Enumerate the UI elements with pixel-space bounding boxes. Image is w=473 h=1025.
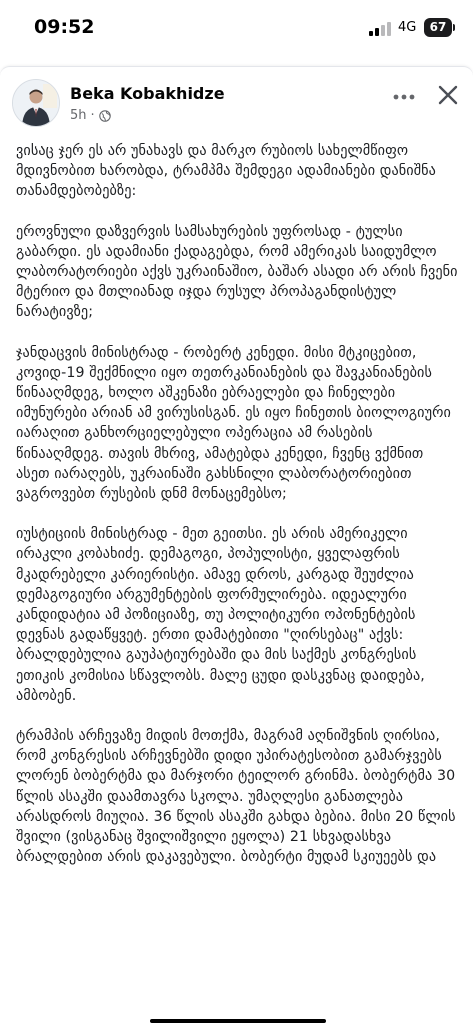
post-card bbox=[0, 66, 473, 1025]
post-paragraph: ჯანდაცვის მინისტრად - რობერტ კენედი. მისი მტკიცებით, კოვიდ-19 შექმნილი იყო თეთრკანიანების და შავკანიანების წინააღმდეგ, ხოლო აშკენაზი ებრაელები და ჩინელები იმუნურები არიან ამ ვირუსისგან. ეს იყო ჩინეთის ბიოლოგიური იარაღით განხორციელებული ოპერაცია ამ რასების წინააღმდეგ. თავის მხრივ, ამატებდა კენედი, ჩვენც ვქმნით ასეთ იარაღებს, უკრაინაში გახსნილი ლაბორატორიებით ვაგროვებთ რუსების დნმ მონაცემებსო; bbox=[16, 344, 451, 503]
meta-separator: · bbox=[90, 108, 95, 123]
battery-tip bbox=[453, 24, 455, 31]
home-indicator bbox=[150, 1019, 326, 1023]
post-meta bbox=[70, 108, 111, 123]
cellular-signal-icon bbox=[369, 22, 391, 36]
post-header bbox=[0, 67, 473, 129]
close-icon[interactable] bbox=[434, 81, 462, 109]
status-time: 09:52 bbox=[34, 16, 95, 38]
globe-icon bbox=[99, 110, 111, 122]
more-options-icon[interactable] bbox=[390, 83, 418, 111]
avatar[interactable] bbox=[12, 79, 60, 127]
battery-icon: 67 bbox=[424, 18, 452, 37]
status-bar bbox=[0, 0, 473, 60]
post-body bbox=[16, 141, 458, 888]
avatar-photo bbox=[13, 80, 59, 126]
network-type: 4G bbox=[398, 20, 417, 35]
post-paragraph: ტრამპის არჩევაზე მიდის მოთქმა, მაგრამ აღნიშვნის ღირსია, რომ კონგრესის არჩევნებში დიდი უპირატესობით გამარჯვებს ლორენ ბობერტმა და მარჯორი ტეილორ გრინმა. ბობერტმა 30 წლის ასაკში დაამთავრა სკოლა. უმაღლესი განათლება არასდროს მიუღია. 36 წლის ასაკში გახდა ბებია. მისი 20 წლის შვილი (ვისგანაც შვილიშვილი ეყოლა) 21 სხვადასხვა ბრალდებით არის დაკავებული. ბობერტი მუდამ სკიუეებს და bbox=[16, 728, 456, 866]
post-paragraph: იუსტიციის მინისტრად - მეთ გეითსი. ეს არის ამერიკელი ირაკლი კობახიძე. დემაგოგი, პოპულისტი, ყველაფრის მკადრებელი კარიერისტი. ამავე დროს, კარგად შეუძლია დემაგოგიური არგუმენტების ფორმულირება. იდეალური კანდიდატია ამ პოზიციაზე, თუ პოლიტიკური ოპონენტების დევნას გადაწყვეტ. ერთი დამატებითი "ღირსებაც" აქვს: ბრალდებულია გაუპატიურებაში და მის საქმეს კონგრესის ეთიკის კომისია სწავლობს. მალე ცუდი დასკვნაც დაიდება, ამბობენ. bbox=[16, 526, 425, 704]
post-paragraph: ვისაც ჯერ ეს არ უნახავს და მარკო რუბიოს სახელმწიფო მდივნობით ხარობდა, ტრამპმა შემდეგი ადამიანები დანიშნა თანამდებობებზე: bbox=[16, 143, 436, 200]
post-time[interactable]: 5h bbox=[70, 108, 87, 123]
author-name[interactable]: Beka Kobakhidze bbox=[70, 84, 225, 103]
post-paragraph: ეროვნული დაზვერვის სამსახურების უფროსად - ტულსი გაბარდი. ეს ადამიანი ქადაგებდა, რომ ამერიკას საიდუმლო ლაბორატორიები აქვს უკრაინაშიო, ბაშარ ასადი არ არის ჩვენი მტერიო და მთლიანად იჯდა რუსულ პროპაგანდისტულ ნარატივზე; bbox=[16, 223, 458, 321]
